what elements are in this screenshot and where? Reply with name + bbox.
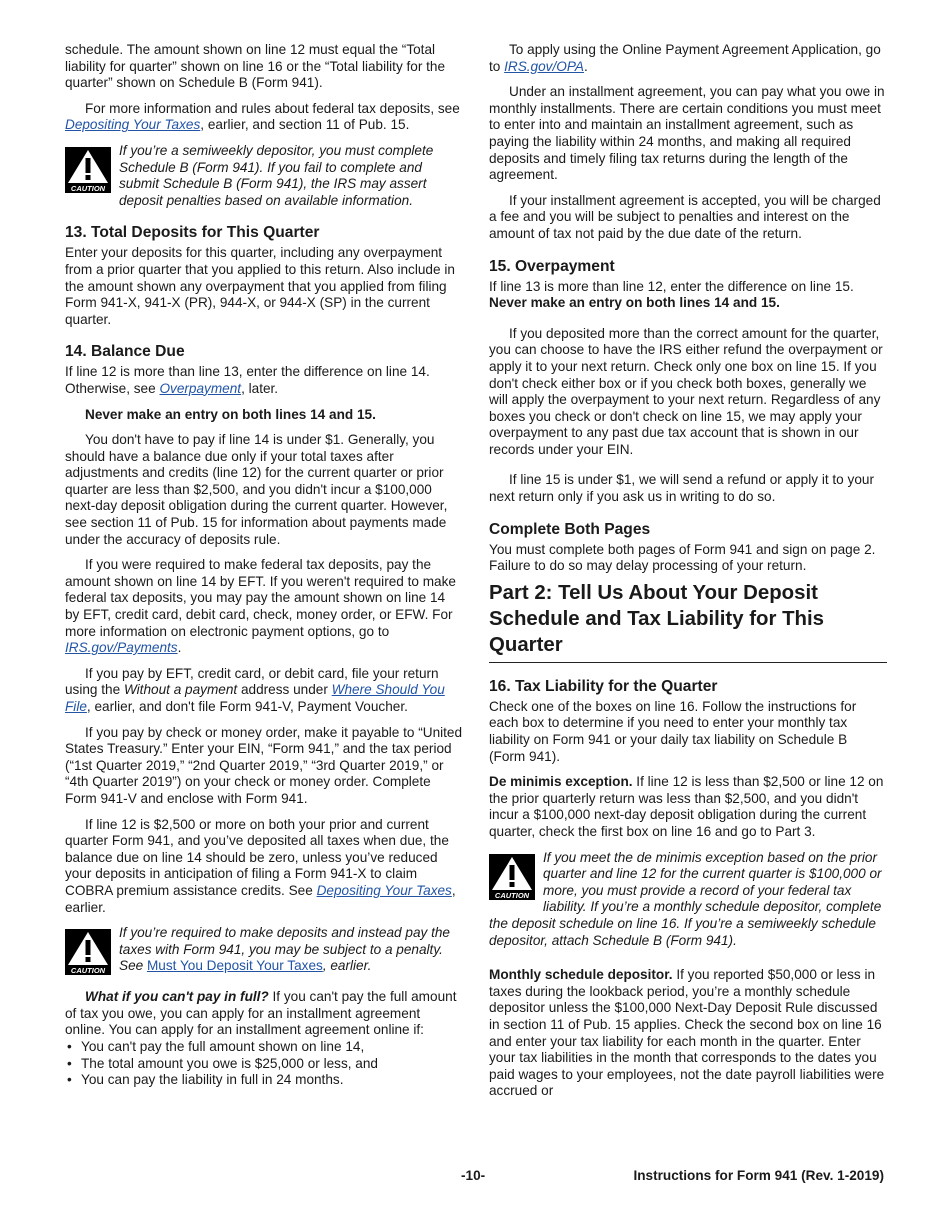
paragraph-14-under-1: You don't have to pay if line 14 is under $1. Generally, you should have a balance due only if your total taxes after adjustments and credits (line 12) for the current quarter or prior quarter are less than $2,500, and you didn't incur a $100,000 next-day deposit obligation during the current quarter. However, see section 11 of Pub. 15 for information about payments made under the accuracy of deposits rule. <box>65 432 448 547</box>
heading-15-overpayment: 15. Overpayment <box>489 257 615 275</box>
text: If line 13 is more than line 12, enter the difference on line 15. <box>489 278 854 294</box>
link-depositing-your-taxes-2[interactable]: Depositing Your Taxes <box>316 882 452 898</box>
list-item: • You can't pay the full amount shown on line 14, <box>65 1039 463 1056</box>
paragraph-15-under-1: If line 15 is under $1, we will send a refund or apply it to your next return only if you ask us in writing to do so. <box>489 472 874 505</box>
paragraph-monthly-depositor <box>489 967 887 1100</box>
text: . <box>177 640 182 656</box>
paragraph-schedule-continued: schedule. The amount shown on line 12 must equal the “Total liability for quarter” shown on line 16 or the “Total liability for the quarter” shown on Schedule B (Form 941). <box>65 42 446 91</box>
paragraph-more-info <box>65 101 463 134</box>
caution-note-de-minimis <box>489 850 887 950</box>
paragraph-14-never: Never make an entry on both lines 14 and 15. <box>85 406 376 422</box>
bullet-list <box>65 1039 463 1089</box>
paragraph-15-intro <box>489 279 887 312</box>
paragraph-14-cobra <box>65 817 463 917</box>
text: For more information and rules about federal tax deposits, see <box>85 100 460 116</box>
paragraph-opa <box>489 42 887 75</box>
caution-note-semiweekly <box>65 143 463 209</box>
paragraph-13: Enter your deposits for this quarter, including any overpayment from a prior quarter that you applied to this return. Also include in the amount shown any overpayment that you applied from filing Form 941-X, 941-X (PR), 944-X, or 944-X (SP) in the current quarter. <box>65 245 455 327</box>
heading-complete-both-pages: Complete Both Pages <box>489 520 651 538</box>
paragraph-14-check: If you pay by check or money order, make it payable to “United States Treasury.” Enter your EIN, “Form 941,” and the tax period (“1st Quarter 2019,” “2nd Quarter 2019,” “3rd Quarter 2019,” or “4th Quarter 2019”) on your check or money order. Complete Form 941-V and enclose with Form 941. <box>65 724 463 806</box>
run-in-heading: De minimis exception. <box>489 774 633 790</box>
text: , earlier. <box>65 882 456 915</box>
right-column <box>489 42 887 1109</box>
link-irs-payments[interactable]: IRS.gov/Payments <box>65 640 178 656</box>
text: If line 12 is less than $2,500 or line 12 on the prior quarterly return was less than $2,500, and you didn't incur a $100,000 next-day deposit obligation during the current quarter, check the first box on line 16 and go to Part 3. <box>489 774 884 839</box>
link-where-should-you-file[interactable]: Where Should You File <box>65 682 445 714</box>
text: . <box>583 58 588 74</box>
text: If line 12 is $2,500 or more on both your prior and current quarter Form 941, and you’ve deposited all taxes when due, the balance due on line 14 should be zero, unless you’ve reduced your deposits in anticipation of filing a Form 941-X to claim COBRA premium assistance credits. See <box>65 816 449 898</box>
run-in-heading: What if you can't pay in full? <box>85 989 269 1005</box>
list-item: • The total amount you owe is $25,000 or less, and <box>65 1056 463 1073</box>
text: If line 12 is more than line 13, enter the difference on line 14. Otherwise, see <box>65 364 430 396</box>
text: If you reported $50,000 or less in taxes during the lookback period, you’re a monthly schedule depositor unless the $100,000 Next-Day Deposit Rule discussed in section 11 of Pub. 15 applies. Check the second box on line 16 and enter your tax liability for each month in the quarter. Enter your tax liabilities in the month that corresponds to the dates you paid wages to your employees, not the date payroll liabilities were accrued or <box>489 967 885 1099</box>
paragraph-14-credit-card <box>65 666 463 716</box>
caution-icon <box>65 929 111 975</box>
text: To apply using the Online Payment Agreement Application, go to <box>489 42 881 74</box>
paragraph-de-minimis <box>489 774 887 840</box>
left-column <box>65 42 463 1089</box>
caution-text: , earlier. <box>322 958 372 974</box>
text: If you were required to make federal tax deposits, pay the amount shown on line 14 by EFT. If you weren't required to make federal tax deposits, you may pay the amount shown on line 14 by EFT, credit card, debit card, check, money order, or EFW. For more information on electronic payment options, go to <box>65 557 456 639</box>
text: address under <box>237 682 332 698</box>
caution-label: CAUTION <box>494 890 530 900</box>
link-overpayment[interactable]: Overpayment <box>159 380 242 396</box>
paragraph-complete-both: You must complete both pages of Form 941 and sign on page 2. Failure to do so may delay processing of your return. <box>489 541 876 574</box>
link-depositing-your-taxes[interactable]: Depositing Your Taxes <box>65 117 201 133</box>
caution-text: If you’re required to make deposits and instead pay the taxes with Form 941, you may be subject to a penalty. See <box>119 925 450 974</box>
bold-text: Never make an entry on both lines 14 and 15. <box>489 295 780 311</box>
caution-note-penalty <box>65 925 463 977</box>
caution-label: CAUTION <box>70 966 106 976</box>
list-item: • You can pay the liability in full in 24 months. <box>65 1072 463 1089</box>
paragraph-installment-fee: If your installment agreement is accepted, you will be charged a fee and you will be subject to penalties and interest on the amount of tax not paid by the due date of the return. <box>489 192 881 241</box>
text: , earlier, and don't file Form 941-V, Payment Voucher. <box>86 699 408 714</box>
paragraph-14-intro <box>65 364 463 397</box>
caution-label: CAUTION <box>70 183 106 193</box>
page-number: -10- <box>461 1168 486 1183</box>
text: , earlier, and section 11 of Pub. 15. <box>200 117 410 133</box>
paragraph-16: Check one of the boxes on line 16. Follow the instructions for each box to determine if you need to enter your monthly tax liability on Form 941 or your daily tax liability on Schedule B (Form 941). <box>489 698 857 764</box>
paragraph-14-eft <box>65 557 463 657</box>
heading-14-balance-due: 14. Balance Due <box>65 343 185 361</box>
text: , later. <box>241 380 279 396</box>
heading-16-tax-liability: 16. Tax Liability for the Quarter <box>489 677 718 695</box>
text: If you pay by EFT, credit card, or debit card, file your return using the <box>65 665 439 698</box>
caution-icon <box>65 147 111 193</box>
heading-13-total-deposits: 13. Total Deposits for This Quarter <box>65 224 320 242</box>
caution-text: If you meet the de minimis exception based on the prior quarter and line 12 for the current quarter is $100,000 or more, you must provide a record of your federal tax liability. If you’re a monthly schedule depositor, complete the deposit schedule on line 16. If you’re a semiweekly schedule depositor, attach Schedule B (Form 941). <box>489 849 882 948</box>
paragraph-installment: Under an installment agreement, you can pay what you owe in monthly installments. There are certain conditions you must meet to enter into and maintain an installment agreement, such as paying the liability within 24 months, and making all required deposits and timely filing tax returns during the length of the agreement. <box>489 84 885 183</box>
link-must-you-deposit[interactable]: Must You Deposit Your Taxes <box>146 958 323 974</box>
paragraph-what-if <box>65 989 463 1039</box>
text: If you can't pay the full amount of tax you owe, you can apply for an installment agreement online. You can apply for an installment agreement online if: <box>65 989 457 1038</box>
link-irs-opa[interactable]: IRS.gov/OPA <box>504 58 584 74</box>
run-in-heading: Monthly schedule depositor. <box>489 967 673 983</box>
italic-text: Without a payment <box>123 682 238 698</box>
heading-part-2: Part 2: Tell Us About Your Deposit Schedule and Tax Liability for This Quarter <box>489 580 887 663</box>
document-title: Instructions for Form 941 (Rev. 1-2019) <box>633 1168 884 1183</box>
caution-icon <box>489 854 535 900</box>
paragraph-15-deposited: If you deposited more than the correct amount for the quarter, you can choose to have the IRS either refund the overpayment or apply it to your next return. Check only one box on line 15. If you don't check either box or if you check both boxes, generally we will apply the overpayment to your next return. Regardless of any boxes you check or don't check on line 15, we may apply your overpayment to any past due tax account that is shown in our records under your EIN. <box>489 325 883 457</box>
caution-text: If you’re a semiweekly depositor, you must complete Schedule B (Form 941). If you fail to complete and submit Schedule B (Form 941), the IRS may assert deposit penalties based on available information. <box>119 142 434 208</box>
